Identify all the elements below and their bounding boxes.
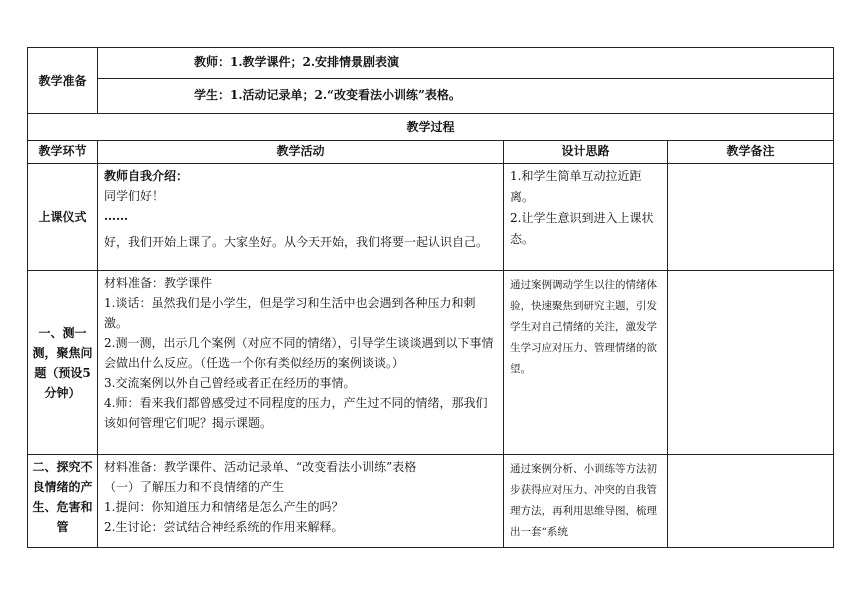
activity-line: 同学们好！ bbox=[104, 189, 165, 203]
activity-line: …… bbox=[104, 209, 128, 223]
activity-line: 教师自我介绍： bbox=[104, 169, 189, 183]
activity-line: 3.交流案例以外自己曾经或者正在经历的事情。 bbox=[104, 376, 356, 390]
design-text: 通过案例分析、小训练等方法初步获得应对压力、冲突的自我管理方法，再利用思维导图，梳理出一套“系统 bbox=[510, 463, 657, 538]
activity-line: 4.师：看来我们都曾感受过不同程度的压力，产生过不同的情绪，那我们该如何管理它们呢？揭示课题。 bbox=[104, 396, 488, 430]
header-design: 设计思路 bbox=[504, 141, 668, 164]
stage-cell: 上课仪式 bbox=[28, 164, 98, 271]
activity-cell bbox=[98, 455, 504, 548]
notes-cell bbox=[668, 271, 834, 455]
lesson-plan-table bbox=[27, 47, 834, 548]
activity-cell bbox=[98, 271, 504, 455]
table-row bbox=[28, 164, 834, 271]
notes-cell bbox=[668, 455, 834, 548]
teacher-prep: 教师：1.教学课件；2.安排情景剧表演 bbox=[98, 48, 834, 79]
design-cell bbox=[504, 271, 668, 455]
header-notes: 教学备注 bbox=[668, 141, 834, 164]
header-activity: 教学活动 bbox=[98, 141, 504, 164]
activity-line: 材料准备：教学课件 bbox=[104, 276, 213, 290]
activity-line: （一）了解压力和不良情绪的产生 bbox=[104, 480, 285, 494]
design-text: 通过案例调动学生以往的情绪体验，快速聚焦到研究主题，引发学生对自己情绪的关注，激发学生学习应对压力、管理情绪的欲望。 bbox=[510, 279, 657, 375]
activity-line: 2.测一测，出示几个案例（对应不同的情绪），引导学生谈谈遇到以下事情会做出什么反应。（任选一个你有类似经历的案例谈谈。） bbox=[104, 336, 494, 370]
table-header-row bbox=[28, 141, 834, 164]
activity-line: 1.提问：你知道压力和情绪是怎么产生的吗？ bbox=[104, 500, 344, 514]
design-line: 1.和学生简单互动拉近距离。 bbox=[510, 169, 642, 204]
design-cell bbox=[504, 455, 668, 548]
stage-cell: 二、探究不良情绪的产生、危害和管 bbox=[28, 455, 98, 548]
design-cell bbox=[504, 164, 668, 271]
table-row bbox=[28, 455, 834, 548]
activity-line: 2.生讨论：尝试结合神经系统的作用来解释。 bbox=[104, 520, 344, 534]
activity-line: 1.谈话：虽然我们是小学生，但是学习和生活中也会遇到各种压力和刺激。 bbox=[104, 296, 476, 330]
prep-label: 教学准备 bbox=[28, 48, 98, 114]
student-prep: 学生：1.活动记录单；2.“改变看法小训练”表格。 bbox=[98, 79, 834, 114]
table-row bbox=[28, 271, 834, 455]
activity-line: 材料准备：教学课件、活动记录单、“改变看法小训练”表格 bbox=[104, 460, 417, 474]
activity-cell bbox=[98, 164, 504, 271]
design-line: 2.让学生意识到进入上课状态。 bbox=[510, 211, 654, 246]
stage-cell: 一、测一测，聚焦问题（预设5分钟） bbox=[28, 271, 98, 455]
notes-cell bbox=[668, 164, 834, 271]
activity-line: 好，我们开始上课了。大家坐好。从今天开始，我们将要一起认识自己。 bbox=[104, 235, 489, 249]
process-title: 教学过程 bbox=[28, 114, 834, 141]
header-stage: 教学环节 bbox=[28, 141, 98, 164]
